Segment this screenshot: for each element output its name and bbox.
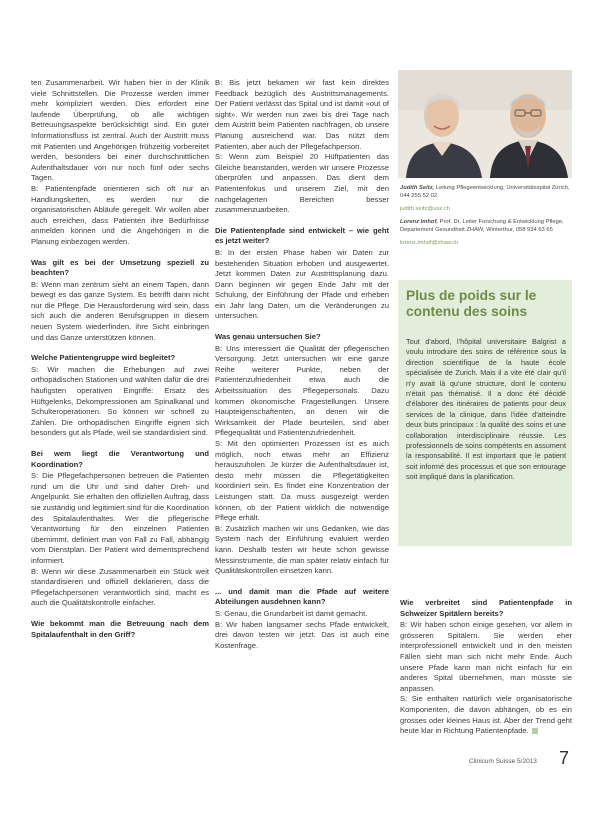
footer-label: Clinicum Suisse 5/2013: [469, 758, 537, 765]
interview-answer: S: Sie enthalten natürlich viele organisatorische Komponenten, die davon abhängen, ob es ein grosses oder kleines Haus ist. Aber der Trend geht heute klar in Richtung Patientenpfade.: [400, 694, 572, 736]
interview-answer: ten Zusammenarbeit. Wir haben hier in der Klinik viele Schnittstellen. Die Prozesse werden immer mehr kompliziert werden. Dies erfordert eine laufende Überprüfung, ob alle wichtigen Betreuungsaspekte berücksichtigt sind. Ein guter Informationsfluss ist zentral. Auch der Austritt muss mit Patienten und Angehörigen frühzeitig vorbereitet werden, besonders bei einer durchschnittlichen Aufenthaltsdauer von nur noch fünf oder sechs Tagen.: [31, 78, 209, 183]
caption-text: Leitung Pflegeentwicklung, Universitätsspital Zürich, 044 255 52 02: [400, 185, 570, 199]
interview-question: Wie verbreitet sind Patientenpfade in Schweizer Spitälern bereits?: [400, 598, 572, 618]
interview-answer: B: Wir haben schon einige gesehen, vor allem in grösseren Spitälern. Sie werden eher interprofessionell entwickelt und in den meisten Fällen sieht man sich nicht mehr Ende. Auch unsere Pfade kann man nicht einfach für ein anderes Spital übernehmen, man müsste sie anpassen.: [400, 620, 572, 693]
caption-entry: [400, 239, 572, 247]
interview-answer: B: Wir haben langsamer sechs Pfade entwickelt, drei davon testen wir jetzt. Das ist auch eine Kostenfrage.: [215, 619, 389, 650]
caption-entry: [400, 184, 572, 200]
caption-email[interactable]: lorenz.imhof@zhaw.ch: [400, 240, 459, 246]
end-of-article-icon: [532, 728, 538, 734]
sidebar-box: [398, 280, 572, 546]
interview-answer: B: In der ersten Phase haben wir Daten zur bestehenden Situation erhoben und ausgewertet. Jetzt kommen Daten zur Austrittsplanung dazu. Dann beginnen wir gegen Ende Jahr mit der Schulung, der Einführung der Pfade und erheben ein Jahr lang Daten, um die Veränderungen zu untersuchen.: [215, 247, 389, 321]
interview-answer: S: Genau, die Grundarbeit ist damit gemacht.: [215, 608, 368, 618]
caption-email[interactable]: judith.seitz@usz.ch: [400, 206, 451, 212]
caption-text: Prof. Dr. Leiter Forschung & Entwicklung Pflege, Departement Gesundheit ZHAW, Winterthur, 058 934 63 65: [400, 219, 564, 233]
portrait-photo: [398, 70, 572, 178]
page-number: 7: [559, 748, 570, 768]
interview-question: Die Patientenpfade sind entwickelt – wie geht es jetzt weiter?: [215, 225, 389, 246]
interview-answer: B: Zusätzlich machen wir uns Gedanken, wie das System nach der Einführung evaluiert werden kann. Deshalb testen wir heute schon gewisse Messinstrumente, die man später relativ einfach für Qualitätskontrollen einsetzen kann.: [215, 523, 389, 576]
sidebar-box-title: Plus de poids sur le contenu des soins: [406, 288, 537, 319]
interview-answer: B: Wenn man zentrum sieht an einem Tapen, dann bewegt es das ganze System. Es betrifft dann nicht nur die Pflege. Die Herausforderung wird sein, dass sich auch die anderen Berufsgruppen in diesem neuen System wiederfinden, ihre Sicht einbringen und das Ganze unterstützen können.: [31, 279, 209, 342]
interview-question: Was gilt es bei der Umsetzung speziell zu beachten?: [31, 257, 209, 278]
interview-answer: B: Bis jetzt bekamen wir fast kein direktes Feedback bezüglich des Austrittsmanagements. Der Patient verlässt das Spital und ist damit «out of sight». Wir werden nun zwei bis drei Tage nach dem Austritt beim Patienten nachfragen, ob unsere Planung ausreichend war. Das nützt dem Patienten, aber auch der Pflegefachperson.: [215, 78, 389, 151]
interview-question: Bei wem liegt die Verantwortung und Koordination?: [31, 449, 209, 469]
caption-entry: [400, 205, 572, 213]
interview-answer: S: Mit den optimierten Prozessen ist es auch möglich, noch etwas mehr an Effizienz herauszuholen. Je kürzer die Aufenthaltsdauer ist, desto mehr müssen die Pflegetätigkeiten koordiniert sein. Es findet eine Konzentration der Leistungen statt. Da muss ausgezeigt werden können, ob der Patient wirklich die notwendige Pflege erhält.: [215, 439, 389, 523]
caption-name: Judith Seitz,: [400, 185, 435, 191]
article-column-1: [31, 78, 209, 641]
sidebar-box-text: Tout d'abord, l'hôpital universitaire Balgrist a voulu introduire des soins de référence sous la direction scientifique de la haute école spécialisée de Zurich. Mais il a vite été clair qu'il n'y avait là qu'une structure, dont le contenu n'était pas thématisé. Il a donc été décidé d'élaborer des itinéraires de patients pour deux services de la clinique, dans l'idée d'atteindre deux buts principaux : la qualité des soins et une collaboration interdisciplinaire réussie. Les professionnels de soins compétents en assument la responsabilité. Il est important que le patient soit informé des processus et que son entourage soit impliqué dans la planification.: [406, 337, 566, 482]
caption-entry: [400, 218, 572, 234]
interview-question: Wie bekommt man die Betreuung nach dem Spitalaufenthalt in den Griff?: [31, 618, 209, 639]
article-column-2: [215, 78, 389, 651]
interview-question: Was genau untersuchen Sie?: [215, 332, 321, 342]
interview-answer: S: Wir machen die Erhebungen auf zwei orthopädischen Stationen und wählten dafür die drei häufigsten operativen Eingriffe: Ersatz des Hüftgelenks, Dekompressionen am Spinalkanal und Schulteroperationen. So können wir schnell zu Zahlen. Die orthopädischen Eingriffe eignen sich besonders gut als Pfade, weil sie standardisiert sind.: [31, 364, 209, 438]
interview-answer: B: Patientenpfade orientieren sich oft nur an Handlungsketten, es werden nur die organisatorischen Abläufe geregelt. Wir wollen aber auch erreichen, dass Patienten ihre Bedürfnisse anmelden können und die Angehörigen in die Planung einbezogen werden.: [31, 183, 209, 246]
interview-answer: S: Die Pflegefachpersonen betreuen die Patienten rund um die Uhr und sind daher Dreh- und Angelpunkt. Sie erhalten den offiziellen Auftrag, dass sie zuständig und legitimiert sind für die Koordination des Spitalaufenthaltes. Wer die pflegerische Verantwortung für den einzelnen Patienten übernimmt, definiert man von Fall zu Fall, abhängig vom Dienstplan. Der Patient wird dementsprechend informiert.: [31, 471, 209, 565]
portraits-image: [398, 70, 572, 178]
interview-answer: B: Wenn wir diese Zusammenarbeit ein Stück weit standardisieren und offiziell deklarieren, dass die Pflegefachpersonen verantwortlich sind, macht es auch die Qualitätskontrolle einfacher.: [31, 566, 209, 608]
caption-name: Lorenz Imhof,: [400, 219, 438, 225]
interview-question: Welche Patientengruppe wird begleitet?: [31, 353, 176, 363]
article-column-3: [400, 588, 572, 737]
interview-question: ... und damit man die Pfade auf weitere Abteilungen ausdehnen kann?: [215, 586, 389, 607]
portrait-captions: [400, 184, 572, 252]
interview-answer: B: Uns interessiert die Qualität der pflegerischen Versorgung. Jetzt untersuchen wir eine ganze Reihe weiterer Punkte, neben der Patientenzufriedenheit etwa auch die Arbeitssituation des Pflegepersonals. Dazu kommen ökonomische Fragestellungen. Unsere Haupteigenschaftenten, an denen wir die Wirksamkeit der Pfade beurteilen, sind aber Pflegequalität und Patientenzufriedenheit.: [215, 343, 389, 438]
interview-answer: S: Wenn zum Beispiel 20 Hüftpatienten das Gleiche beanstanden, werden wir unsere Prozesse überprüfen und anpassen. Das dient dem Patientenfokus und unserem Ziel, mit den nachgelagerten Bereichen besser zusammenzuarbeiten.: [215, 152, 389, 215]
